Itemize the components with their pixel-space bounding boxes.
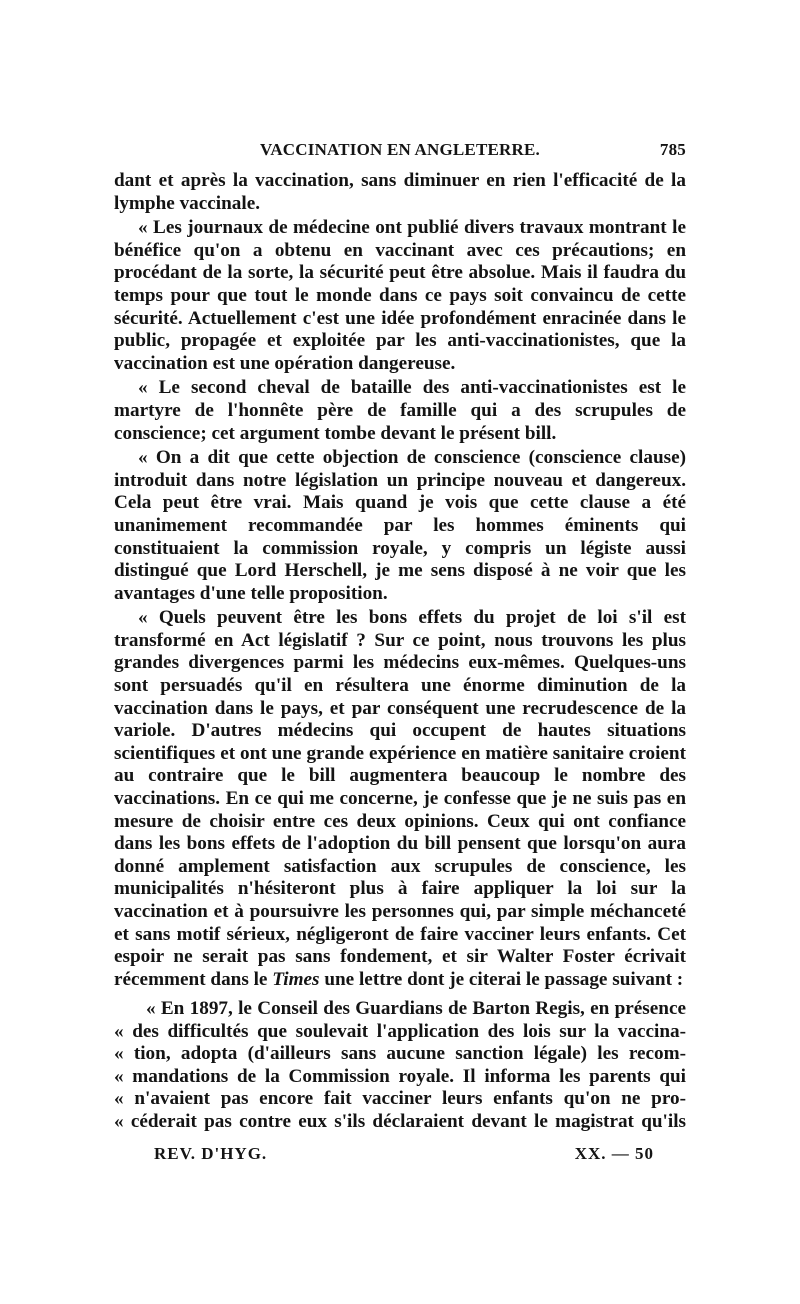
paragraph-with-citation: [114, 607, 686, 991]
quote-line: « céderait pas contre eux s'ils déclaraient devant le magistrat qu'ils: [114, 1110, 686, 1132]
volume-signature: XX. — 50: [574, 1144, 654, 1163]
quote-line: « tion, adopta (d'ailleurs sans aucune sanction légale) les recom-: [114, 1043, 686, 1065]
paragraph: « On a dit que cette objection de conscience (conscience clause) introduit dans notre législation un principe nouveau et dangereux. Cela peut être vrai. Mais quand je vois que cette clause a été unanimement recommandée par les hommes éminents qui constituaient la commission royale, y compris un légiste aussi distingué que Lord Herschell, je me sens disposé à ne voir que les avantages d'une telle proposition.: [114, 447, 686, 604]
paragraph-continuation: dant et après la vaccination, sans diminuer en rien l'efficacité de la lymphe vaccinale.: [114, 170, 686, 214]
paragraph: « Le second cheval de bataille des anti-vaccinationistes est le martyre de l'honnête père de famille qui a des scrupules de conscience; cet argument tombe devant le présent bill.: [114, 377, 686, 444]
newspaper-title: Times: [272, 968, 320, 990]
body-text: [114, 170, 686, 993]
quote-line: « mandations de la Commission royale. Il informa les parents qui: [114, 1065, 686, 1087]
paragraph-text-end: une lettre dont je citerai le passage suivant :: [319, 968, 684, 990]
quote-line: « des difficultés que soulevait l'application des lois sur la vaccina-: [114, 1020, 686, 1042]
block-quote: [114, 998, 686, 1134]
quote-line: « n'avaient pas encore fait vacciner leurs enfants qu'on ne pro-: [114, 1088, 686, 1110]
running-header: [114, 140, 686, 164]
page-footer: [154, 1144, 654, 1168]
quote-line: « En 1897, le Conseil des Guardians de Barton Regis, en présence: [146, 998, 686, 1019]
running-title: VACCINATION EN ANGLETERRE.: [260, 140, 540, 159]
page-number: 785: [659, 140, 686, 159]
journal-signature: REV. D'HYG.: [154, 1144, 268, 1163]
paragraph-text: « Quels peuvent être les bons effets du projet de loi s'il est transformé en Act législatif ? Sur ce point, nous trouvons les plus grandes divergences parmi les médecins eux-mêmes. Quelques-uns sont persuadés qu'il en résultera une énorme diminution de la vaccination dans le pays, et par conséquent une recrudescence de la variole. D'autres médecins qui occupent de hautes situations scientifiques et ont une grande expérience en matière sanitaire croient au contraire que le bill augmentera beaucoup le nombre des vaccinations. En ce qui me concerne, je confesse que je ne suis pas en mesure de choisir entre ces deux opinions. Ceux qui ont confiance dans les bons effets de l'adoption du bill pensent que lorsqu'on aura donné amplement satisfaction aux scrupules de conscience, les municipalités n'hésiteront plus à faire appliquer la loi sur la vaccination et à poursuivre les personnes qui, par simple méchanceté et sans motif sérieux, négligeront de faire vacciner leurs enfants. Cet espoir ne serait pas sans fondement, et sir Walter Foster écrivait récemment dans le: [114, 607, 686, 990]
paragraph: « Les journaux de médecine ont publié divers travaux montrant le bénéfice qu'on a obtenu en vaccinant avec ces précautions; en procédant de la sorte, la sécurité peut être absolue. Mais il faudra du temps pour que tout le monde dans ce pays soit convaincu de cette sécurité. Actuellement c'est une idée profondément enracinée dans le public, propagée et exploitée par les anti-vaccinationistes, que la vaccination est une opération dangereuse.: [114, 217, 686, 374]
